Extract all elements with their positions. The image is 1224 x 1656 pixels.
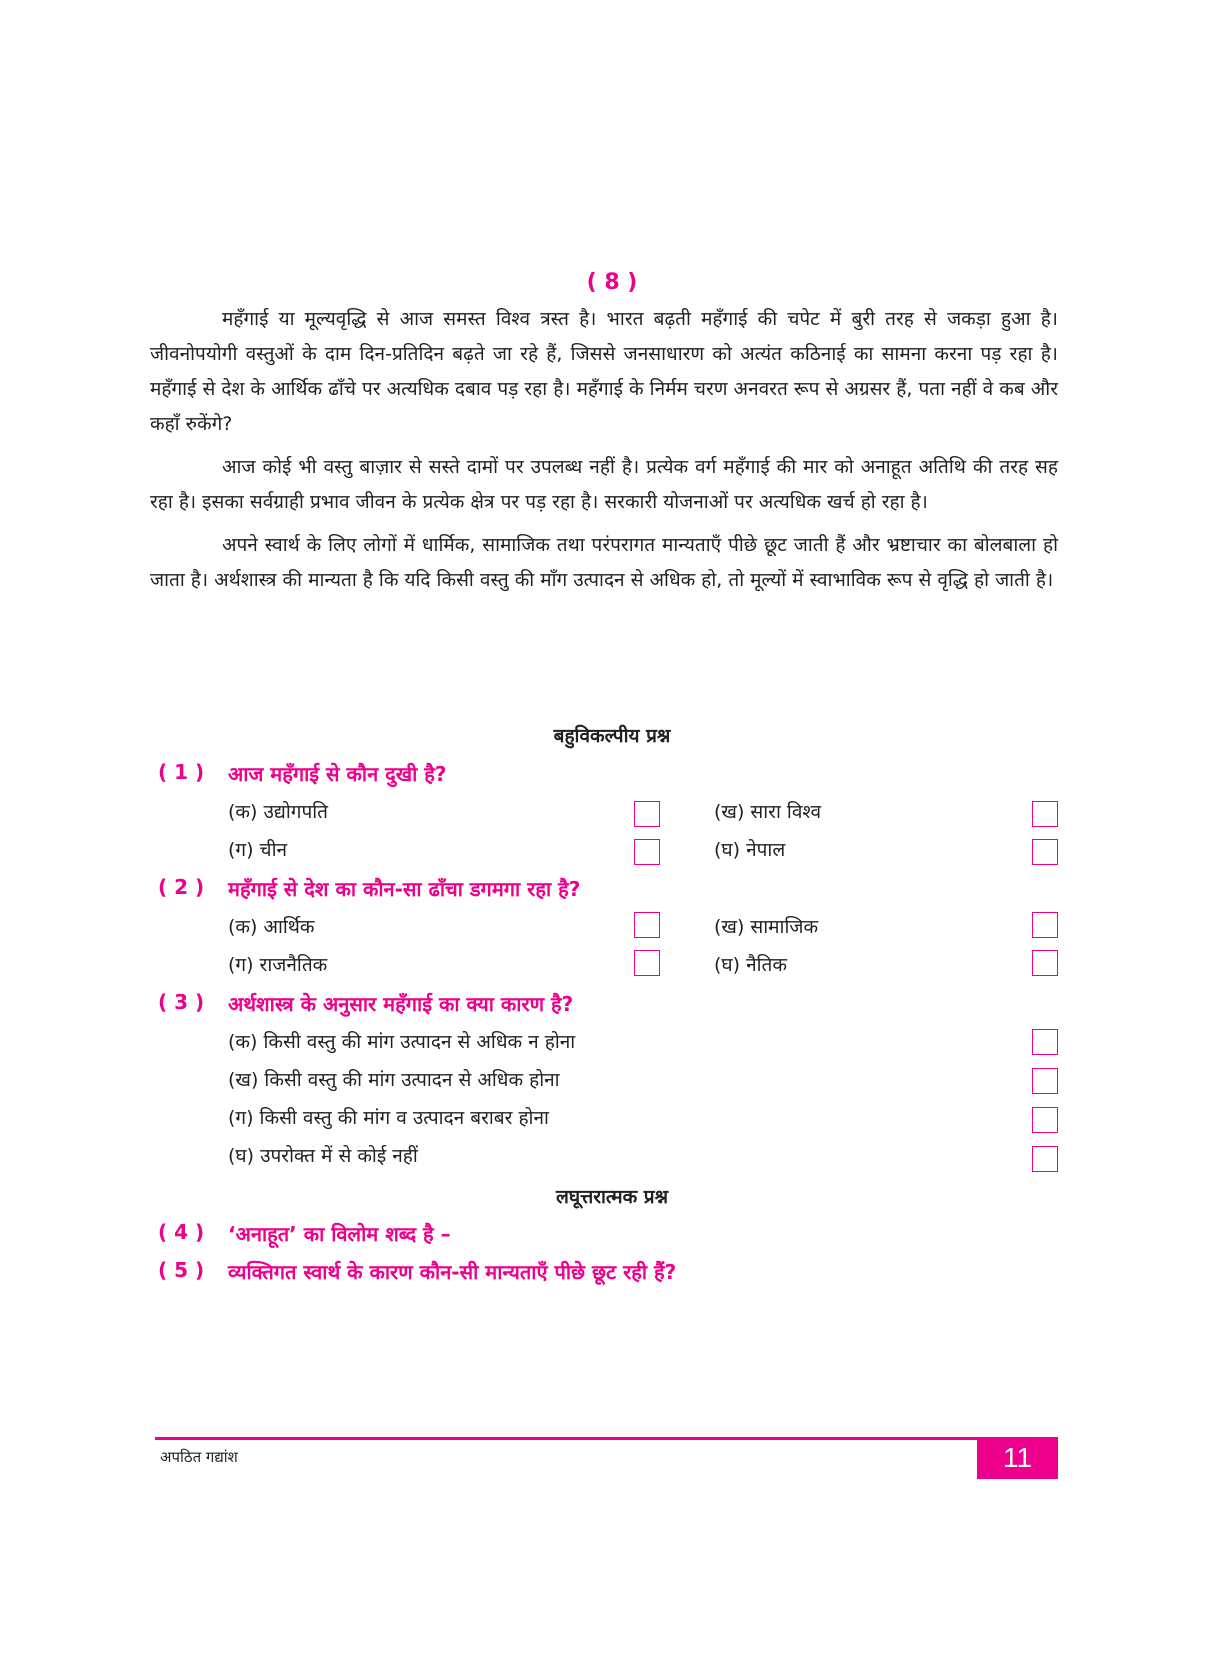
question-number: ( 2 ): [158, 875, 205, 899]
answer-checkbox[interactable]: [634, 801, 660, 827]
option-label: (घ) नैतिक: [714, 954, 787, 976]
question-text: ‘अनाहूत’ का विलोम शब्द है –: [228, 1222, 451, 1246]
passage-number: ( 8 ): [586, 270, 638, 295]
option-label: (ग) किसी वस्तु की मांग व उत्पादन बराबर होना: [228, 1107, 549, 1129]
question-number: ( 3 ): [158, 990, 205, 1014]
option-label: (क) उद्योगपति: [228, 801, 328, 823]
question-text: महँगाई से देश का कौन-सा ढाँचा डगमगा रहा है?: [228, 877, 581, 901]
option-label: (घ) उपरोक्त में से कोई नहीं: [228, 1145, 418, 1167]
answer-checkbox[interactable]: [1032, 1146, 1058, 1172]
question-text: व्यक्तिगत स्वार्थ के कारण कौन-सी मान्यताएँ पीछे छूट रही हैं?: [228, 1260, 677, 1284]
short-answer-section-title: लघूत्तरात्मक प्रश्न: [555, 1186, 669, 1208]
passage-paragraph-1: महँगाई या मूल्यवृद्धि से आज समस्त विश्व त्रस्त है। भारत बढ़ती महँगाई की चपेट में बुरी तरह से जकड़ा हुआ है। जीवनोपयोगी वस्तुओं के दाम दिन-प्रतिदिन बढ़ते जा रहे हैं, जिससे जनसाधारण को अत्यंत कठिनाई का सामना करना पड़ रहा है। महँगाई से देश के आर्थिक ढाँचे पर अत्यधिक दबाव पड़ रहा है। महँगाई के निर्मम चरण अनवरत रूप से अग्रसर हैं, पता नहीं वे कब और कहाँ रुकेंगे?: [150, 308, 1058, 435]
mcq-section-title: बहुविकल्पीय प्रश्न: [553, 725, 671, 747]
option-label: (क) किसी वस्तु की मांग उत्पादन से अधिक न होना: [228, 1031, 576, 1053]
option-label: (ग) राजनैतिक: [228, 954, 328, 976]
answer-checkbox[interactable]: [634, 839, 660, 865]
question-5: [158, 1258, 1058, 1292]
option-label: (ग) चीन: [228, 839, 288, 861]
answer-checkbox[interactable]: [1032, 950, 1058, 976]
question-2: [158, 875, 1058, 909]
answer-checkbox[interactable]: [1032, 1068, 1058, 1094]
answer-checkbox[interactable]: [1032, 1029, 1058, 1055]
question-4: [158, 1220, 1058, 1254]
question-number: ( 5 ): [158, 1258, 205, 1282]
option-label: (ख) किसी वस्तु की मांग उत्पादन से अधिक होना: [228, 1069, 560, 1091]
question-number: ( 1 ): [158, 760, 205, 784]
page-number-badge: 11: [977, 1437, 1058, 1479]
footer-divider: [155, 1437, 1058, 1440]
question-text: आज महँगाई से कौन दुखी है?: [228, 762, 447, 786]
passage-paragraph-3: अपने स्वार्थ के लिए लोगों में धार्मिक, सामाजिक तथा परंपरागत मान्यताएँ पीछे छूट जाती हैं और भ्रष्टाचार का बोलबाला हो जाता है। अर्थशास्त्र की मान्यता है कि यदि किसी वस्तु की माँग उत्पादन से अधिक हो, तो मूल्यों में स्वाभाविक रूप से वृद्धि हो जाती है।: [150, 534, 1058, 591]
answer-checkbox[interactable]: [1032, 912, 1058, 938]
passage: [150, 302, 1058, 606]
answer-checkbox[interactable]: [634, 950, 660, 976]
footer-section-title: अपठित गद्यांश: [160, 1448, 238, 1466]
option-label: (क) आर्थिक: [228, 916, 315, 938]
answer-checkbox[interactable]: [634, 912, 660, 938]
question-1: [158, 760, 1058, 794]
answer-checkbox[interactable]: [1032, 839, 1058, 865]
question-3: [158, 990, 1058, 1024]
question-text: अर्थशास्त्र के अनुसार महँगाई का क्या कारण है?: [228, 992, 574, 1016]
answer-checkbox[interactable]: [1032, 1107, 1058, 1133]
question-number: ( 4 ): [158, 1220, 205, 1244]
passage-paragraph-2: आज कोई भी वस्तु बाज़ार से सस्ते दामों पर उपलब्ध नहीं है। प्रत्येक वर्ग महँगाई की मार को अनाहूत अतिथि की तरह सह रहा है। इसका सर्वग्राही प्रभाव जीवन के प्रत्येक क्षेत्र पर पड़ रहा है। सरकारी योजनाओं पर अत्यधिक खर्च हो रहा है।: [150, 456, 1058, 513]
answer-checkbox[interactable]: [1032, 801, 1058, 827]
option-label: (ख) सामाजिक: [714, 916, 819, 938]
option-label: (ख) सारा विश्व: [714, 801, 822, 823]
option-label: (घ) नेपाल: [714, 839, 786, 861]
